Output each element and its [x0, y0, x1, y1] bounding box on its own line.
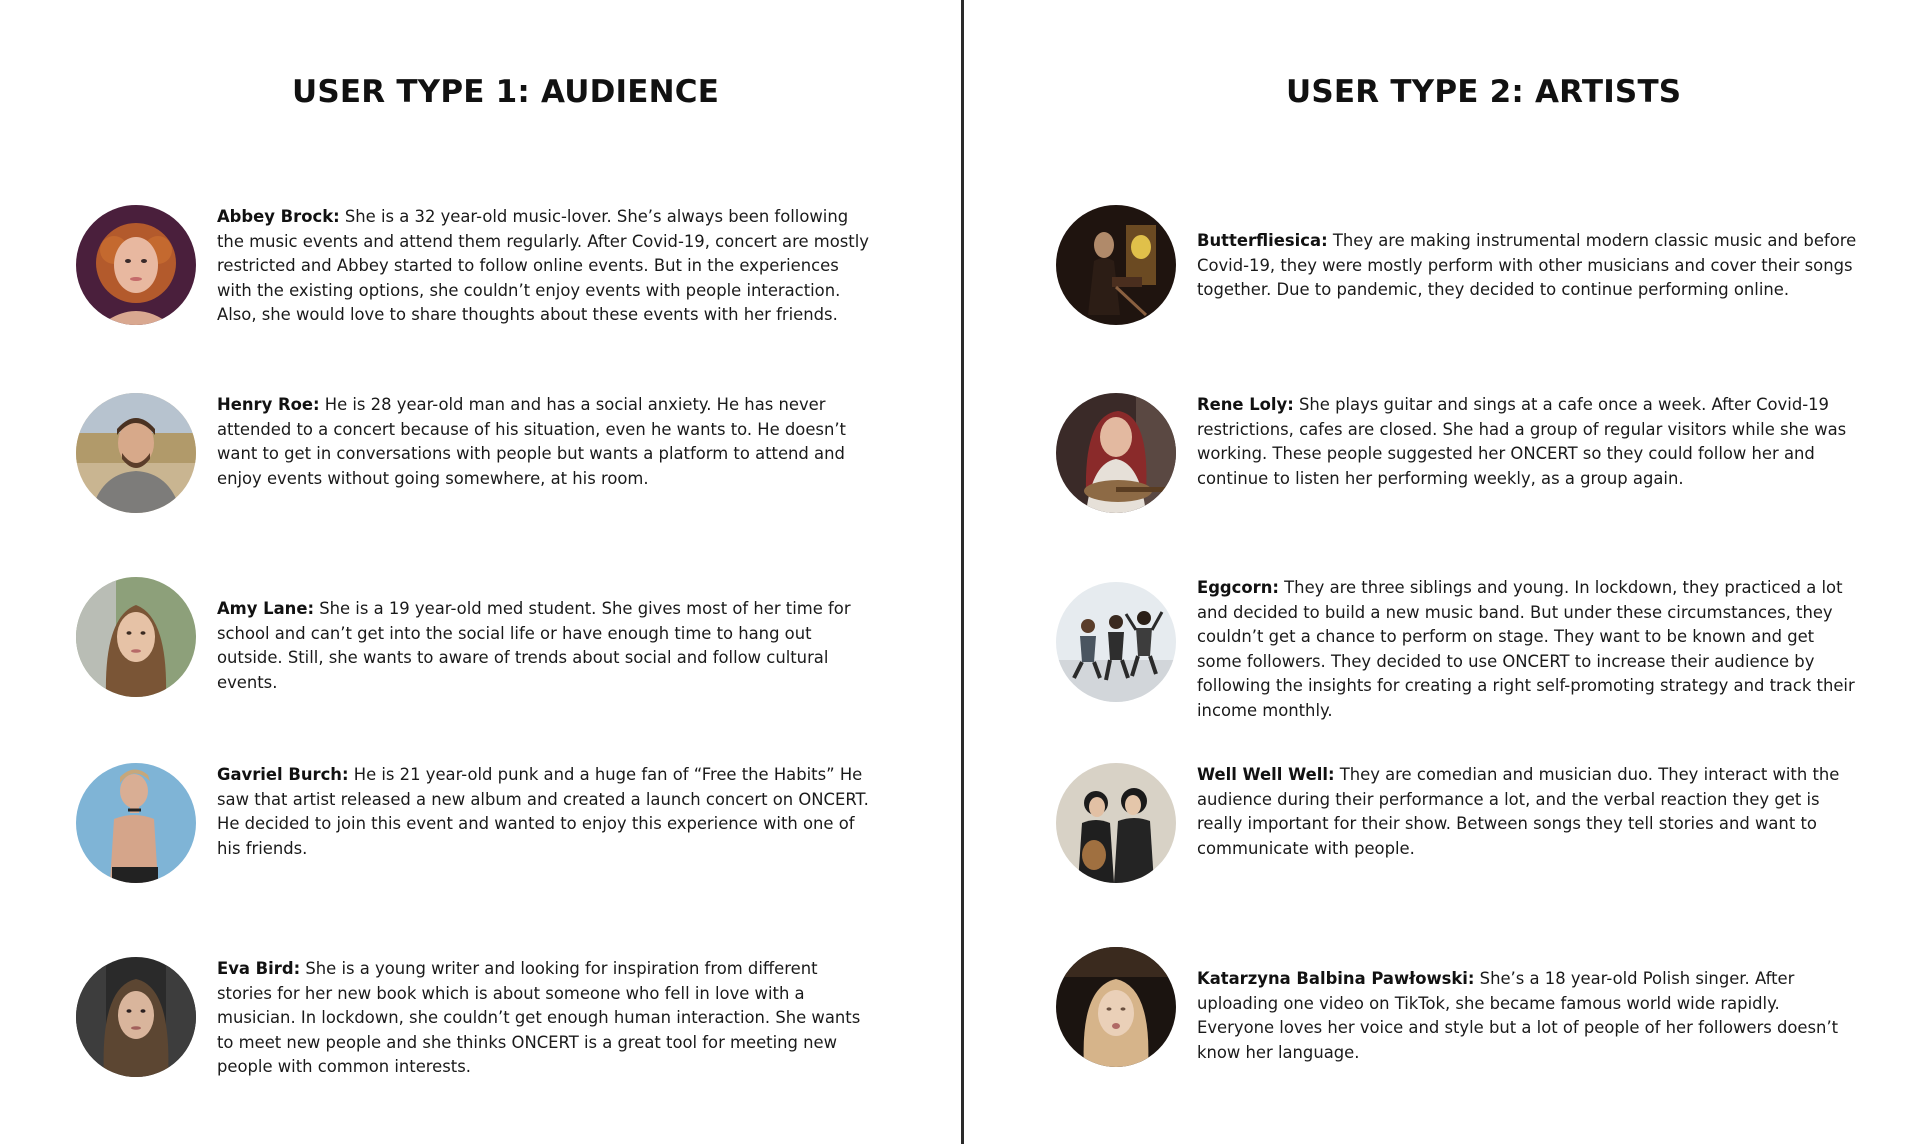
avatar-eggcorn — [1056, 582, 1176, 702]
persona-amy-lane — [76, 577, 876, 697]
avatar-gavriel-burch — [76, 763, 196, 883]
persona-description — [217, 597, 877, 695]
persona-name: Well Well Well: — [1197, 765, 1335, 784]
persona-butterfliesica — [1056, 205, 1856, 325]
persona-rene-loly — [1056, 393, 1856, 513]
persona-bio: They are comedian and musician duo. They interact with the audience during their performance a lot, and the verbal reaction they get is really important for their show. Between songs they tell stories and want to communicate with people. — [1197, 765, 1840, 858]
persona-well-well-well — [1056, 763, 1856, 883]
persona-name: Eggcorn: — [1197, 578, 1279, 597]
persona-eva-bird — [76, 957, 876, 1077]
avatar-henry-roe — [76, 393, 196, 513]
persona-description — [1197, 229, 1857, 303]
persona-name: Katarzyna Balbina Pawłowski: — [1197, 969, 1475, 988]
persona-bio: She’s a 18 year-old Polish singer. After uploading one video on TikTok, she became famous world wide rapidly. Everyone loves her voice and style but a lot of people of her followers doesn’t know her language. — [1197, 969, 1839, 1062]
portrait-photo-icon — [1056, 582, 1176, 702]
audience-title: USER TYPE 1: AUDIENCE — [292, 74, 720, 110]
persona-bio: They are three siblings and young. In lockdown, they practiced a lot and decided to build a new music band. But under these circumstances, they couldn’t get a chance to perform on stage. They want to be known and get some followers. They decided to use ONCERT to increase their audience by following the insights for creating a right self-promoting strategy and track their income monthly. — [1197, 578, 1855, 720]
persona-name: Henry Roe: — [217, 395, 320, 414]
portrait-photo-icon — [1056, 205, 1176, 325]
persona-katarzyna-balbina-pawlowski — [1056, 947, 1856, 1067]
avatar-rene-loly — [1056, 393, 1176, 513]
persona-description — [1197, 763, 1857, 861]
avatar-well-well-well — [1056, 763, 1176, 883]
portrait-photo-icon — [76, 205, 196, 325]
persona-bio: He is 28 year-old man and has a social anxiety. He has never attended to a concert because of his situation, even he wants to. He doesn’t want to get in conversations with people but wants a platform to attend and enjoy events without going somewhere, at his room. — [217, 395, 846, 488]
persona-description — [1197, 967, 1857, 1065]
persona-eggcorn — [1056, 578, 1856, 720]
audience-column — [76, 0, 876, 1144]
persona-name: Rene Loly: — [1197, 395, 1294, 414]
portrait-photo-icon — [76, 577, 196, 697]
artists-title: USER TYPE 2: ARTISTS — [1286, 74, 1682, 110]
persona-gavriel-burch — [76, 763, 876, 883]
persona-bio: She is a young writer and looking for inspiration from different stories for her new book which is about someone who fell in love with a musician. In lockdown, she couldn’t get enough human interaction. She wants to meet new people and she thinks ONCERT is a great tool for meeting new people with common interests. — [217, 959, 861, 1077]
portrait-photo-icon — [1056, 393, 1176, 513]
persona-bio: She is a 19 year-old med student. She gives most of her time for school and can’t get into the social life or have enough time to hang out outside. Still, she wants to aware of trends about social and follow cultural events. — [217, 599, 851, 692]
portrait-photo-icon — [76, 763, 196, 883]
avatar-abbey-brock — [76, 205, 196, 325]
persona-henry-roe — [76, 393, 876, 513]
persona-name: Eva Bird: — [217, 959, 301, 978]
persona-bio: He is 21 year-old punk and a huge fan of “Free the Habits” He saw that artist released a new album and created a launch concert on ONCERT. He decided to join this event and wanted to enjoy this experience with one of his friends. — [217, 765, 869, 858]
portrait-photo-icon — [1056, 763, 1176, 883]
persona-bio: They are making instrumental modern classic music and before Covid-19, they were mostly perform with other musicians and cover their songs together. Due to pandemic, they decided to continue performing online. — [1197, 231, 1857, 300]
persona-description — [217, 957, 877, 1080]
persona-description — [217, 393, 877, 491]
persona-name: Butterfliesica: — [1197, 231, 1328, 250]
portrait-photo-icon — [76, 393, 196, 513]
persona-bio: She is a 32 year-old music-lover. She’s always been following the music events and attend them regularly. After Covid-19, concert are mostly restricted and Abbey started to follow online events. But in the experiences with the existing options, she couldn’t enjoy events with people interaction. Also, she would love to share thoughts about these events with her friends. — [217, 207, 869, 325]
persona-description — [1197, 393, 1857, 491]
persona-description — [217, 205, 877, 328]
persona-description — [217, 763, 877, 861]
persona-name: Abbey Brock: — [217, 207, 340, 226]
avatar-amy-lane — [76, 577, 196, 697]
persona-abbey-brock — [76, 205, 876, 325]
column-divider — [961, 0, 964, 1144]
persona-bio: She plays guitar and sings at a cafe once a week. After Covid-19 restrictions, cafes are closed. She had a group of regular visitors while she was working. These people suggested her ONCERT so they could follow her and continue to listen her performing weekly, as a group again. — [1197, 395, 1847, 488]
avatar-katarzyna-balbina-pawlowski — [1056, 947, 1176, 1067]
persona-name: Gavriel Burch: — [217, 765, 349, 784]
avatar-eva-bird — [76, 957, 196, 1077]
avatar-butterfliesica — [1056, 205, 1176, 325]
portrait-photo-icon — [1056, 947, 1176, 1067]
portrait-photo-icon — [76, 957, 196, 1077]
persona-name: Amy Lane: — [217, 599, 314, 618]
artists-column — [1056, 0, 1856, 1144]
persona-description — [1197, 576, 1857, 724]
